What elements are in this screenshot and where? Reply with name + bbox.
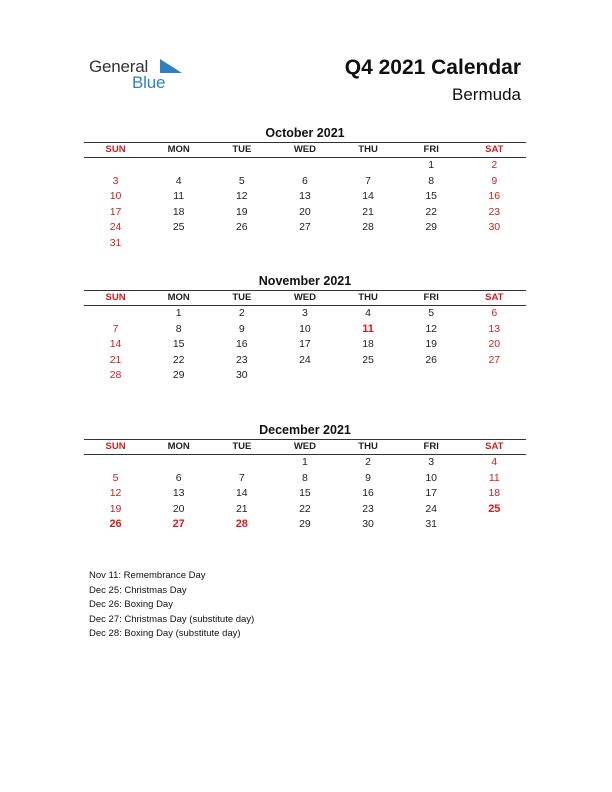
empty-day-cell (273, 236, 336, 252)
holiday-notes (89, 569, 254, 642)
day-cell: 12 (425, 322, 438, 335)
empty-day-cell (400, 236, 463, 252)
logo-flag-icon (160, 59, 182, 73)
weekday-label-tue: TUE (232, 441, 252, 452)
empty-day-cell (84, 455, 147, 471)
day-cell: 1 (175, 307, 182, 319)
day-cell: 31 (425, 518, 438, 531)
day-cell: 6 (175, 471, 182, 484)
day-cell: 8 (175, 322, 182, 335)
day-cell: 25 (362, 353, 374, 366)
day-cell: 18 (172, 205, 185, 218)
week-row (84, 205, 526, 221)
week-row (84, 337, 526, 353)
day-cell: 9 (491, 174, 498, 187)
day-cell: 10 (299, 322, 311, 335)
day-cell: 16 (488, 190, 501, 203)
day-cell: 16 (235, 338, 248, 351)
weekday-label-wed: WED (293, 144, 317, 155)
day-cell: 3 (112, 174, 119, 187)
day-cell: 22 (425, 205, 438, 218)
day-cell: 10 (425, 471, 438, 484)
weekday-label-tue: TUE (232, 292, 252, 303)
day-cell: 2 (491, 159, 498, 171)
holiday-note: Dec 27: Christmas Day (substitute day) (89, 613, 255, 625)
week-row (84, 322, 526, 338)
month-november (84, 272, 526, 384)
day-cell: 4 (175, 174, 182, 187)
empty-day-cell (147, 455, 210, 471)
week-row (84, 502, 526, 518)
day-cell: 24 (299, 353, 311, 366)
day-cell: 16 (362, 487, 374, 500)
page-title: Q4 2021 Calendar (344, 56, 521, 79)
empty-day-cell (337, 368, 400, 384)
logo-word-blue: Blue (132, 73, 166, 92)
day-cell: 12 (235, 190, 248, 203)
day-cell: 22 (172, 353, 185, 366)
day-cell: 24 (425, 502, 438, 515)
day-cell: 23 (488, 205, 501, 218)
day-cell: 14 (362, 190, 374, 203)
generalblue-logo (89, 57, 199, 93)
day-cell: 26 (235, 221, 248, 234)
day-cell: 14 (235, 487, 248, 500)
day-cell: 5 (428, 307, 435, 319)
weekday-label-fri: FRI (423, 292, 439, 303)
day-cell: 15 (299, 487, 311, 500)
day-cell: 7 (365, 174, 371, 187)
empty-day-cell (84, 158, 147, 174)
day-cell: 21 (235, 502, 248, 515)
day-cell: 15 (425, 190, 438, 203)
day-cell: 3 (428, 456, 435, 468)
holiday-note: Dec 25: Christmas Day (89, 584, 187, 596)
day-cell: 11 (488, 471, 500, 484)
weekday-label-sun: SUN (105, 144, 126, 155)
weekday-label-wed: WED (293, 292, 317, 303)
day-cell: 4 (491, 456, 498, 468)
day-cell: 15 (172, 338, 185, 351)
weekday-label-mon: MON (167, 144, 190, 155)
day-cell: 19 (425, 338, 438, 351)
day-cell: 29 (425, 221, 438, 234)
day-cell: 3 (302, 307, 308, 319)
weekday-label-sun: SUN (105, 292, 126, 303)
day-cell: 7 (238, 471, 245, 484)
week-row (84, 306, 526, 322)
day-cell: 23 (362, 502, 374, 515)
day-cell: 6 (302, 174, 308, 187)
day-cell: 18 (362, 338, 374, 351)
day-cell: 25 (488, 502, 501, 515)
empty-day-cell (84, 306, 147, 322)
day-cell: 8 (302, 471, 308, 484)
month-title: November 2021 (258, 274, 352, 288)
empty-day-cell (463, 236, 526, 252)
day-cell: 14 (109, 338, 122, 351)
day-cell: 17 (425, 487, 438, 500)
empty-day-cell (463, 517, 526, 533)
week-row (84, 471, 526, 487)
day-cell: 11 (362, 322, 374, 335)
day-cell: 20 (299, 205, 311, 218)
week-row (84, 455, 526, 471)
weekday-label-mon: MON (167, 292, 190, 303)
day-cell: 17 (299, 338, 311, 351)
empty-day-cell (463, 368, 526, 384)
empty-day-cell (400, 368, 463, 384)
empty-day-cell (147, 158, 210, 174)
day-cell: 26 (109, 518, 122, 531)
day-cell: 17 (109, 205, 122, 218)
empty-day-cell (210, 236, 273, 252)
weekday-label-sat: SAT (485, 144, 504, 155)
month-title: December 2021 (259, 423, 351, 437)
weekday-label-thu: THU (358, 292, 378, 303)
day-cell: 27 (299, 221, 311, 234)
day-cell: 30 (362, 518, 374, 531)
weekday-header (84, 142, 526, 158)
day-cell: 20 (172, 502, 185, 515)
week-row (84, 220, 526, 236)
weekday-header (84, 439, 526, 455)
day-cell: 31 (109, 236, 122, 249)
day-cell: 12 (109, 487, 122, 500)
weekday-label-thu: THU (358, 144, 378, 155)
day-cell: 27 (172, 518, 185, 531)
month-october (84, 124, 526, 252)
month-december (84, 421, 526, 533)
day-cell: 28 (235, 518, 248, 531)
day-cell: 18 (488, 487, 501, 500)
day-cell: 21 (362, 205, 374, 218)
day-cell: 19 (109, 502, 122, 515)
day-cell: 26 (425, 353, 438, 366)
holiday-note: Nov 11: Remembrance Day (89, 570, 206, 581)
month-grid (84, 158, 526, 252)
week-row (84, 517, 526, 533)
day-cell: 11 (173, 190, 185, 203)
holiday-note: Dec 28: Boxing Day (substitute day) (89, 628, 241, 639)
weekday-label-sat: SAT (485, 441, 504, 452)
day-cell: 24 (109, 221, 122, 234)
day-cell: 29 (172, 369, 185, 382)
day-cell: 1 (302, 456, 308, 468)
weekday-label-tue: TUE (232, 144, 252, 155)
empty-day-cell (147, 236, 210, 252)
empty-day-cell (210, 455, 273, 471)
day-cell: 2 (365, 456, 371, 468)
weekday-label-fri: FRI (423, 441, 439, 452)
month-grid (84, 306, 526, 384)
empty-day-cell (210, 158, 273, 174)
day-cell: 5 (112, 471, 119, 484)
day-cell: 13 (488, 322, 501, 335)
day-cell: 28 (109, 369, 122, 382)
day-cell: 5 (238, 174, 245, 187)
day-cell: 13 (172, 487, 185, 500)
weekday-label-sat: SAT (485, 292, 504, 303)
logo-word-general: General (89, 57, 149, 76)
week-row (84, 189, 526, 205)
day-cell: 13 (299, 190, 311, 203)
month-title: October 2021 (265, 126, 345, 140)
week-row (84, 158, 526, 174)
weekday-label-thu: THU (358, 441, 378, 452)
day-cell: 10 (109, 190, 122, 203)
day-cell: 25 (172, 221, 185, 234)
holiday-note: Dec 26: Boxing Day (89, 599, 173, 610)
empty-day-cell (337, 158, 400, 174)
day-cell: 30 (488, 221, 501, 234)
day-cell: 7 (112, 322, 119, 335)
day-cell: 28 (362, 221, 374, 234)
weekday-label-sun: SUN (105, 441, 126, 452)
week-row (84, 236, 526, 252)
day-cell: 1 (428, 159, 435, 171)
week-row (84, 353, 526, 369)
weekday-label-fri: FRI (423, 144, 439, 155)
day-cell: 4 (365, 307, 371, 319)
empty-day-cell (273, 368, 336, 384)
day-cell: 30 (235, 369, 248, 382)
weekday-header (84, 290, 526, 306)
week-row (84, 174, 526, 190)
day-cell: 21 (109, 353, 122, 366)
weekday-label-wed: WED (293, 441, 317, 452)
day-cell: 19 (235, 205, 248, 218)
country-name: Bermuda (452, 85, 521, 104)
weekday-label-mon: MON (167, 441, 190, 452)
day-cell: 9 (238, 322, 245, 335)
day-cell: 29 (299, 518, 311, 531)
week-row (84, 368, 526, 384)
week-row (84, 486, 526, 502)
day-cell: 20 (488, 338, 501, 351)
empty-day-cell (337, 236, 400, 252)
empty-day-cell (273, 158, 336, 174)
day-cell: 8 (428, 174, 435, 187)
day-cell: 9 (365, 471, 371, 484)
day-cell: 27 (488, 353, 501, 366)
day-cell: 23 (235, 353, 248, 366)
day-cell: 22 (299, 502, 311, 515)
day-cell: 6 (491, 307, 498, 319)
day-cell: 2 (238, 307, 245, 319)
month-grid (84, 455, 526, 533)
